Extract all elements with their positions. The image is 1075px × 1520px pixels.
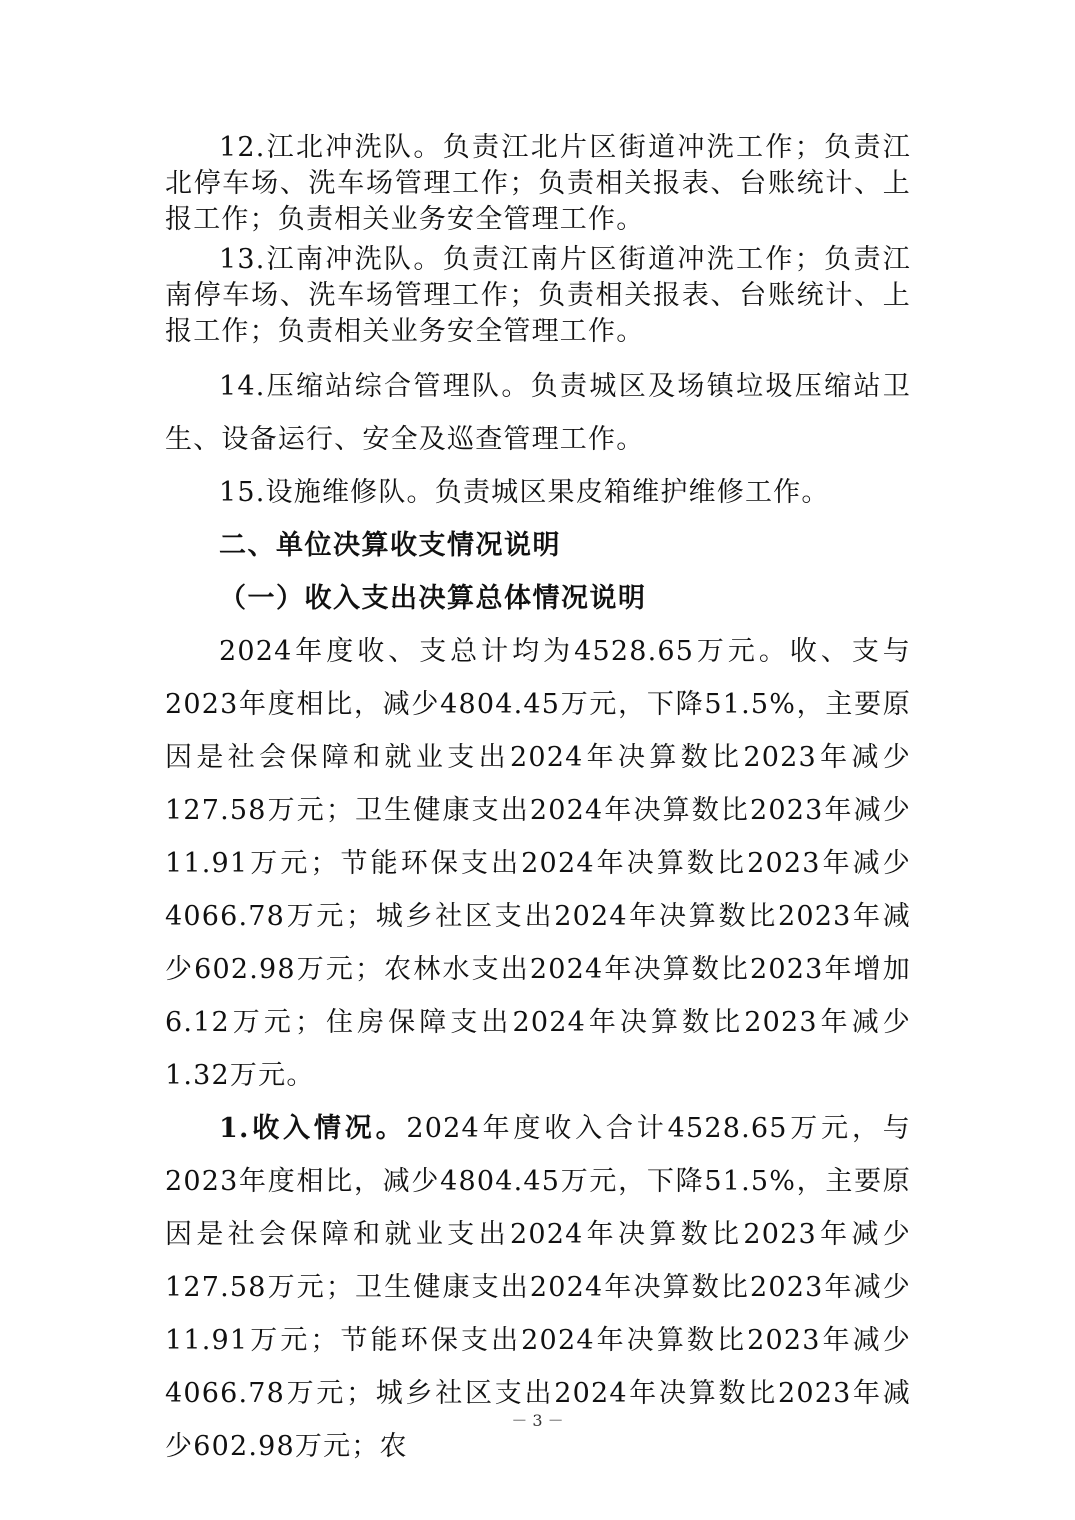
- section-heading: 二、单位决算收支情况说明: [219, 530, 561, 561]
- paragraph-item-14: 14.压缩站综合管理队。负责城区及场镇垃圾压缩站卫生、设备运行、安全及巡查管理工作。: [165, 371, 911, 455]
- summary-paragraph: 2024年度收、支总计均为4528.65万元。收、支与2023年度相比，减少4804.45万元，下降51.5%，主要原因是社会保障和就业支出2024年决算数比2023年减少127.58万元；卫生健康支出2024年决算数比2023年减少11.91万元；节能环保支出2024年决算数比2023年减少4066.78万元；城乡社区支出2024年决算数比2023年减少602.98万元；农林水支出2024年决算数比2023年增加6.12万元；住房保障支出2024年决算数比2023年减少1.32万元。: [165, 636, 911, 1091]
- spacer: [165, 350, 911, 360]
- paragraph-item-13: 13.江南冲洗队。负责江南片区街道冲洗工作；负责江南停车场、洗车场管理工作；负责相关报表、台账统计、上报工作；负责相关业务安全管理工作。: [165, 244, 911, 347]
- income-paragraph-lead: 1.收入情况。: [219, 1113, 407, 1144]
- paragraph-item-15: 15.设施维修队。负责城区果皮箱维护维修工作。: [219, 477, 830, 508]
- page-number: － 3 －: [511, 1411, 564, 1430]
- income-paragraph-body: 2024年度收入合计4528.65万元，与2023年度相比，减少4804.45万元，下降51.5%，主要原因是社会保障和就业支出2024年决算数比2023年减少127.58万元；卫生健康支出2024年决算数比2023年减少11.91万元；节能环保支出2024年决算数比2023年减少4066.78万元；城乡社区支出2024年决算数比2023年减少602.98万元；农: [165, 1113, 911, 1462]
- subsection-heading: （一）收入支出决算总体情况说明: [219, 583, 647, 614]
- paragraph-item-12: 12.江北冲洗队。负责江北片区街道冲洗工作；负责江北停车场、洗车场管理工作；负责相关报表、台账统计、上报工作；负责相关业务安全管理工作。: [165, 132, 911, 235]
- page-content: [165, 130, 911, 1473]
